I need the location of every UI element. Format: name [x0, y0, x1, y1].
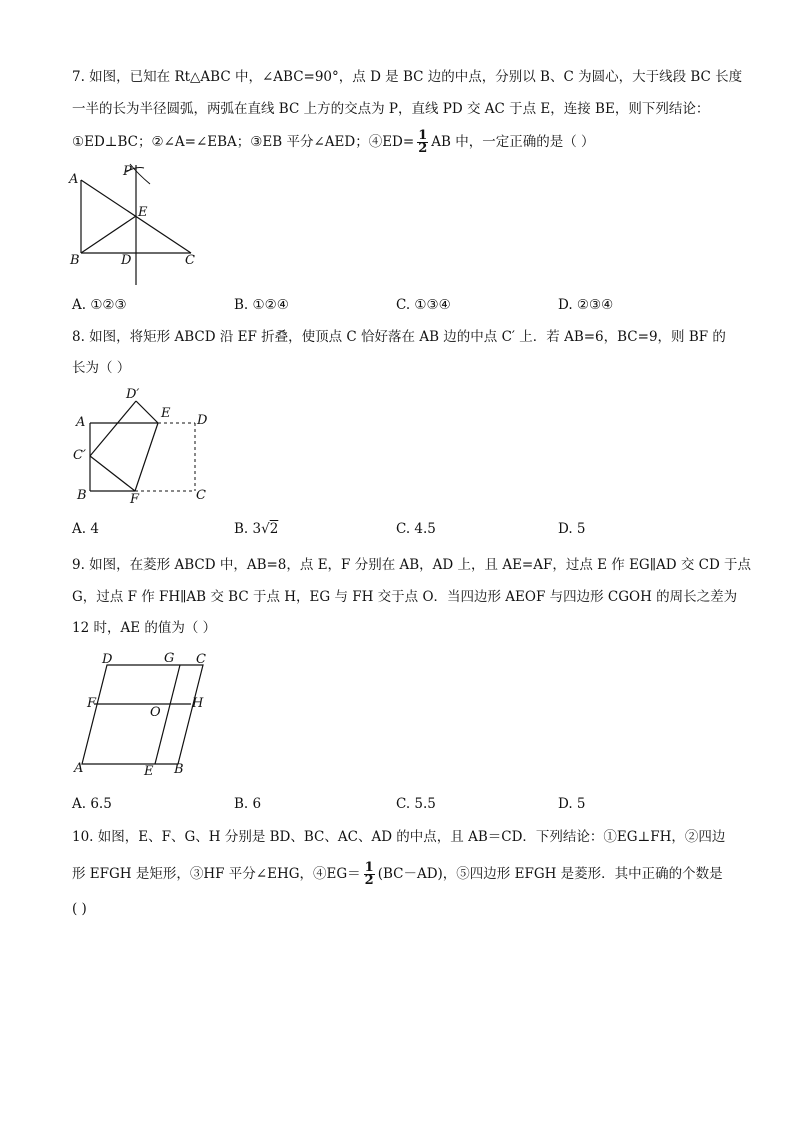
q8-figure: [70, 384, 220, 510]
q7-label-a: A: [69, 172, 79, 187]
q9-label-g: G: [164, 651, 175, 666]
q8-label-d: D: [197, 413, 208, 428]
q9-label-b: B: [174, 762, 184, 777]
q7-line-3a: ①ED⊥BC；②∠A=∠EBA；③EB 平分∠AED；④ED=: [72, 134, 415, 150]
q9-rhombus: [82, 665, 203, 764]
q7-option-d[interactable]: D. ②③④: [558, 297, 614, 313]
q9-label-h: H: [192, 696, 204, 711]
q8-label-f: F: [130, 492, 140, 507]
q7-label-p: P: [123, 164, 132, 179]
q10-line-1: 10. 如图，E、F、G、H 分别是 BD、BC、AC、AD 的中点，且 AB＝CD．下列结论：①EG⊥FH，②四边: [72, 829, 726, 845]
q10-line-2b: (BC－AD)，⑤四边形 EFGH 是菱形．其中正确的个数是: [377, 866, 723, 882]
q7-option-b[interactable]: B. ①②④: [234, 297, 289, 313]
q7-label-b: B: [70, 253, 80, 268]
q9-line-1: 9. 如图，在菱形 ABCD 中，AB=8，点 E，F 分别在 AB，AD 上，且 AE=AF，过点 E 作 EG∥AD 交 CD 于点: [72, 557, 752, 573]
q9-figure: [70, 648, 220, 783]
q8-option-c[interactable]: C. 4.5: [396, 521, 436, 537]
q10-line-3: ( ): [72, 901, 87, 917]
q8-label-a: A: [76, 415, 86, 430]
q8-label-b: B: [77, 488, 87, 503]
q8-segment-c1d1: [90, 401, 136, 456]
q10-line-2a: 形 EFGH 是矩形，③HF 平分∠EHG，④EG＝: [72, 866, 361, 882]
q8-line-2: 长为（ ）: [72, 360, 131, 376]
q8-label-d-prime: D′: [126, 387, 140, 402]
q10-line-2: [72, 862, 723, 887]
q9-option-a[interactable]: A. 6.5: [72, 796, 112, 812]
q9-line-2: G，过点 F 作 FH∥AB 交 BC 于点 H，EG 与 FH 交于点 O．当四边形 AEOF 与四边形 CGOH 的周长之差为: [72, 589, 738, 605]
q7-line-1: 7. 如图，已知在 Rt△ABC 中，∠ABC=90°，点 D 是 BC 边的中点，分别以 B、C 为圆心，大于线段 BC 长度: [72, 69, 743, 85]
q8-option-a[interactable]: A. 4: [72, 521, 99, 537]
q7-figure: [66, 160, 216, 290]
q8-label-e: E: [161, 406, 171, 421]
q7-line-2: 一半的长为半径圆弧，两弧在直线 BC 上方的交点为 P，直线 PD 交 AC 于点 E，连接 BE，则下列结论：: [72, 101, 710, 117]
q8-line-1: 8. 如图，将矩形 ABCD 沿 EF 折叠，使顶点 C 恰好落在 AB 边的中点 C′ 上．若 AB=6，BC=9，则 BF 的: [72, 329, 726, 345]
q9-option-d[interactable]: D. 5: [558, 796, 586, 812]
q8-label-c: C: [196, 488, 206, 503]
q7-label-e: E: [138, 205, 148, 220]
q7-option-c[interactable]: C. ①③④: [396, 297, 451, 313]
q9-label-d: D: [102, 652, 113, 667]
q10-frac-den: 2: [364, 873, 374, 888]
q10-fraction: [364, 862, 375, 887]
q7-frac-num: 1: [418, 128, 428, 143]
q9-label-a: A: [74, 761, 84, 776]
q8-option-b-radicand: 2: [269, 521, 279, 537]
sqrt-icon: √: [261, 521, 270, 537]
q8-label-c-prime: C′: [73, 448, 86, 463]
q8-segment-d1e: [136, 401, 158, 423]
q8-segment-ef: [135, 423, 158, 491]
q7-line-3: [72, 130, 595, 155]
q9-option-c[interactable]: C. 5.5: [396, 796, 436, 812]
q7-label-c: C: [185, 253, 195, 268]
q8-option-b[interactable]: [234, 521, 278, 537]
q7-arc-right: [130, 164, 150, 184]
q7-frac-den: 2: [418, 141, 428, 156]
q8-option-b-text: B. 3: [234, 521, 262, 537]
q7-segment-be: [81, 216, 136, 253]
q7-fraction: [417, 130, 428, 155]
q10-frac-num: 1: [364, 860, 374, 875]
q7-label-d: D: [121, 253, 132, 268]
q8-option-d[interactable]: D. 5: [558, 521, 586, 537]
q7-option-a[interactable]: A. ①②③: [72, 297, 127, 313]
q9-line-3: 12 时，AE 的值为（ ）: [72, 620, 217, 636]
q9-label-e: E: [144, 764, 154, 779]
q9-label-o: O: [150, 705, 161, 720]
q9-label-c: C: [196, 652, 206, 667]
q7-line-3b: AB 中，一定正确的是（ ）: [431, 134, 595, 150]
q9-option-b[interactable]: B. 6: [234, 796, 262, 812]
q9-label-f: F: [87, 696, 97, 711]
q8-segment-c1f: [90, 456, 135, 491]
